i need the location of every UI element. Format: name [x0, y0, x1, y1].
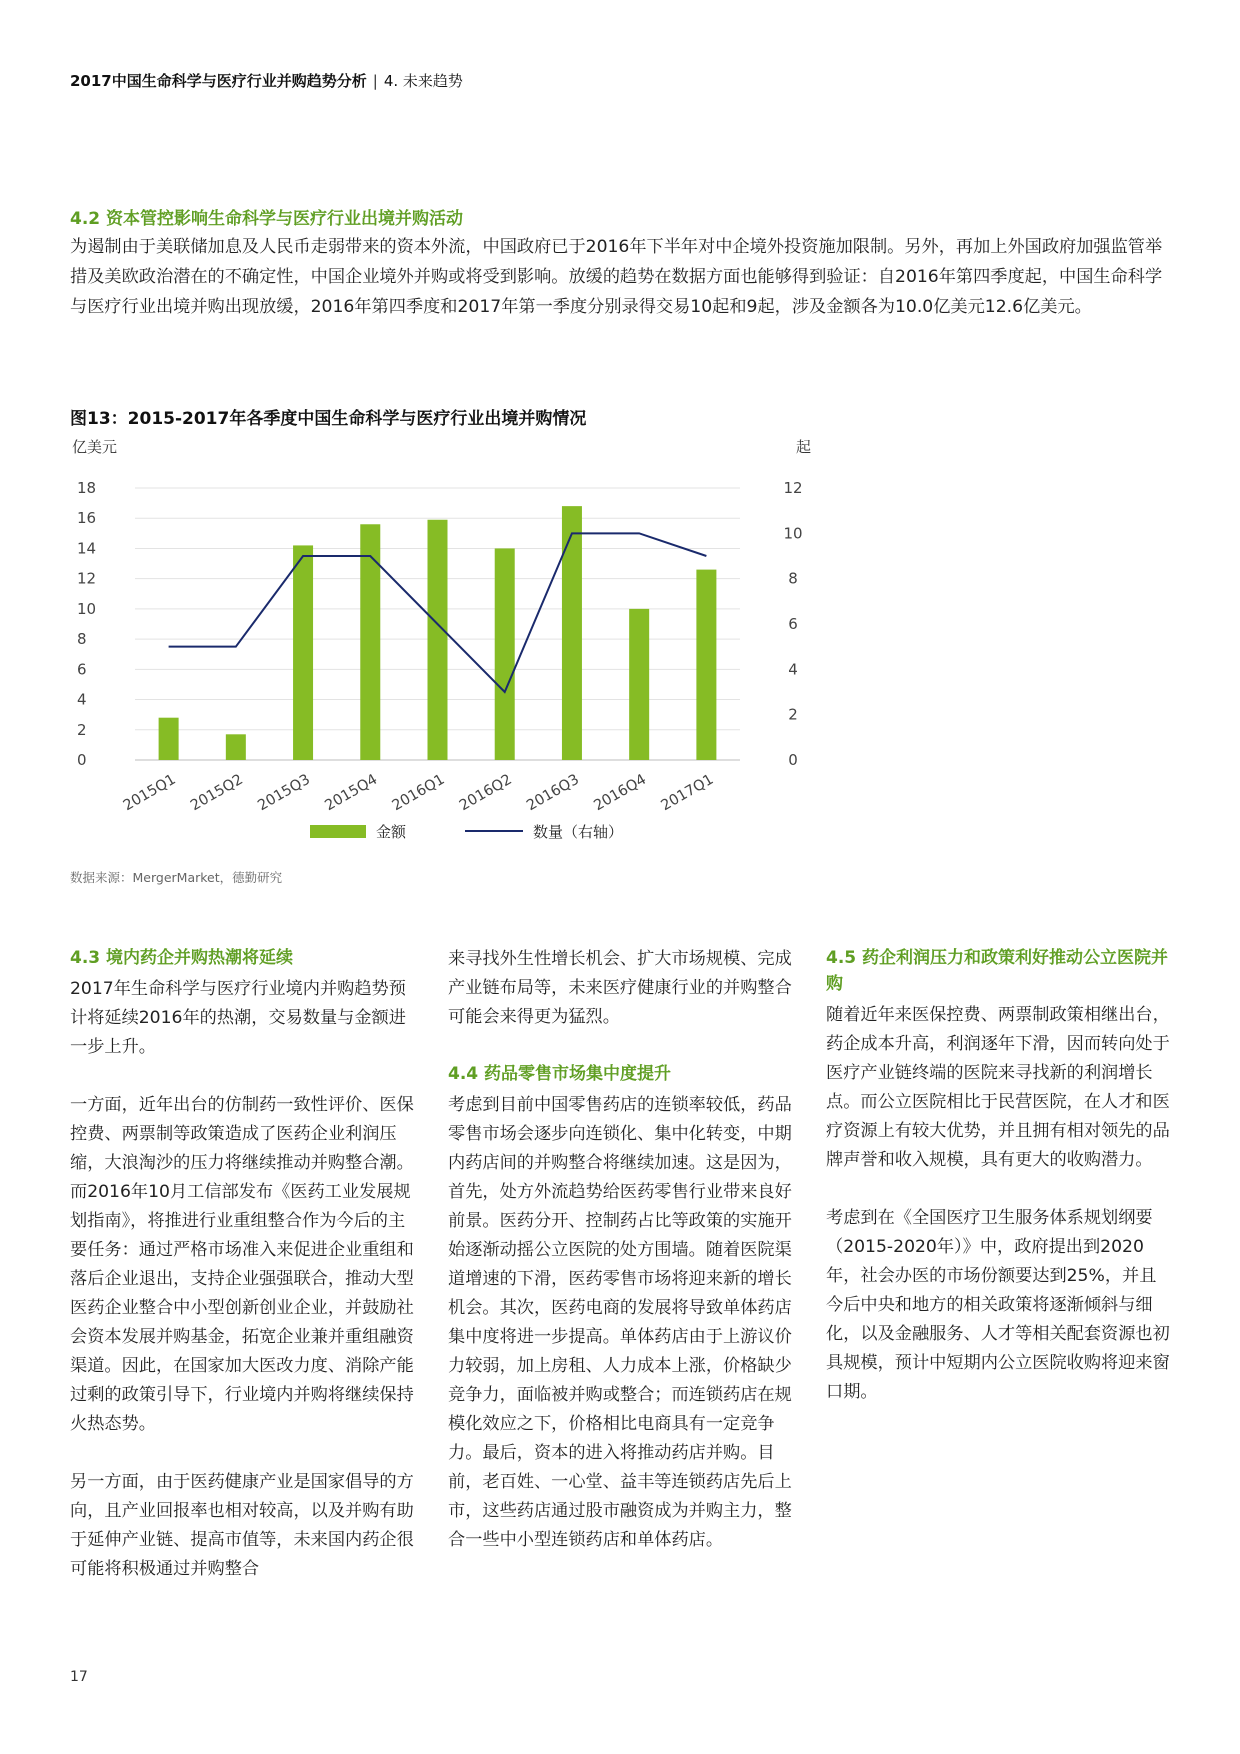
x-tick-label: 2015Q2	[187, 771, 246, 815]
running-header	[70, 70, 463, 91]
section-4-3-para-2: 一方面，近年出台的仿制药一致性评价、医保控费、两票制等政策造成了医药企业利润压缩，大浪淘沙的压力将继续推动并购整合潮。而2016年10月工信部发布《医药工业发展规划指南》，将推进行业重组整合作为今后的主要任务：通过严格市场准入来促进企业重组和落后企业退出，支持企业强强联合，推动大型医药企业整合中小型创新创业企业，并鼓励社会资本发展并购基金，拓宽企业兼并重组融资渠道。因此，在国家加大医改力度、消除产能过剩的政策引导下，行业境内并购将继续保持火热态势。	[70, 1095, 414, 1434]
x-tick-label: 2015Q4	[322, 771, 381, 815]
legend-label-bar: 金额	[376, 823, 407, 841]
section-4-2-heading: 4.2 资本管控影响生命科学与医疗行业出境并购活动	[70, 209, 464, 229]
bar-2015Q4	[360, 524, 380, 760]
y2-tick-label: 6	[788, 615, 798, 633]
header-separator: |	[372, 72, 378, 90]
x-tick-label: 2015Q1	[120, 771, 179, 815]
bar-2016Q2	[495, 548, 515, 760]
bar-2017Q1	[696, 570, 716, 760]
section-4-2-body: 为遏制由于美联储加息及人民币走弱带来的资本外流，中国政府已于2016年下半年对中企境外投资施加限制。另外，再加上外国政府加强监管举措及美欧政治潜在的不确定性，中国企业境外并购或将受到影响。放缓的趋势在数据方面也能够得到验证：自2016年第四季度起，中国生命科学与医疗行业出境并购出现放缓，2016年第四季度和2017年第一季度分别录得交易10起和9起，涉及金额各为10.0亿美元12.6亿美元。	[70, 237, 1163, 317]
x-tick-label: 2016Q2	[456, 771, 515, 815]
x-tick-label: 2016Q3	[524, 771, 582, 815]
section-4-5-para-2: 考虑到在《全国医疗卫生服务体系规划纲要（2015-2020年）》中，政府提出到2020年，社会办医的市场份额要达到25%，并且今后中央和地方的相关政策将逐渐倾斜与细化，以及金融服务、人才等相关配套资源也初具规模，预计中短期内公立医院收购将迎来窗口期。	[826, 1208, 1170, 1402]
header-title: 2017中国生命科学与医疗行业并购趋势分析	[70, 72, 367, 90]
legend-label-line: 数量（右轴）	[533, 823, 624, 841]
y-axis-label: 亿美元	[72, 438, 118, 456]
section-4-4-heading: 4.4 药品零售市场集中度提升	[448, 1064, 672, 1084]
y2-tick-label: 0	[788, 751, 798, 769]
bar-2015Q2	[226, 734, 246, 760]
page-number: 17	[70, 1669, 88, 1685]
figure-source: 数据来源：MergerMarket，德勤研究	[70, 870, 283, 885]
chart-legend	[310, 823, 623, 841]
section-4-3-para-1: 2017年生命科学与医疗行业境内并购趋势预计将延续2016年的热潮，交易数量与金额进一步上升。	[70, 979, 406, 1057]
bar-2016Q1	[428, 520, 448, 760]
bar-line-chart	[60, 430, 820, 860]
y-tick-label: 0	[77, 751, 87, 769]
bar-2016Q4	[629, 609, 649, 760]
y2-tick-label: 12	[783, 479, 803, 497]
bar-2015Q3	[293, 545, 313, 760]
y2-tick-label: 8	[788, 569, 798, 588]
y-tick-label: 4	[77, 690, 87, 709]
legend-swatch-bar	[310, 825, 366, 838]
y2-tick-label: 2	[788, 705, 798, 724]
section-4-5-heading: 4.5 药企利润压力和政策利好推动公立医院并购	[826, 948, 1169, 994]
y-tick-label: 10	[77, 599, 97, 618]
y-tick-label: 12	[77, 569, 97, 588]
section-4-3-para-3-cont: 来寻找外生性增长机会、扩大市场规模、完成产业链布局等，未来医疗健康行业的并购整合可能会来得更为猛烈。	[448, 949, 792, 1027]
figure-title: 图13：2015-2017年各季度中国生命科学与医疗行业出境并购情况	[70, 409, 587, 429]
x-tick-label: 2017Q1	[658, 771, 717, 815]
section-4-3-para-3: 另一方面，由于医药健康产业是国家倡导的方向，且产业回报率也相对较高，以及并购有助于延伸产业链、提高市值等，未来国内药企很可能将积极通过并购整合	[70, 1472, 414, 1579]
y2-tick-label: 10	[783, 524, 803, 543]
x-tick-label: 2015Q3	[255, 771, 314, 815]
bar-2015Q1	[159, 718, 179, 760]
y-tick-label: 18	[77, 479, 97, 497]
y-tick-label: 14	[77, 539, 97, 558]
y-tick-label: 8	[77, 630, 87, 649]
section-4-4-body: 考虑到目前中国零售药店的连锁率较低，药品零售市场会逐步向连锁化、集中化转变，中期内药店间的并购整合将继续加速。这是因为，首先，处方外流趋势给医药零售行业带来良好前景。医药分开、控制药占比等政策的实施开始逐渐动摇公立医院的处方围墙。随着医院渠道增速的下滑，医药零售市场将迎来新的增长机会。其次，医药电商的发展将导致单体药店集中度将进一步提高。单体药店由于上游议价力较弱，加上房租、人力成本上涨，价格缺少竞争力，面临被并购或整合；而连锁药店在规模化效应之下，价格相比电商具有一定竞争力。最后，资本的进入将推动药店并购。目前，老百姓、一心堂、益丰等连锁药店先后上市，这些药店通过股市融资成为并购主力，整合一些中小型连锁药店和单体药店。	[448, 1095, 792, 1550]
column-3	[826, 945, 1171, 1436]
column-2	[448, 945, 793, 1584]
column-1	[70, 945, 415, 1613]
bar-2016Q3	[562, 506, 582, 760]
y2-tick-label: 4	[788, 660, 798, 679]
section-4-5-para-1: 随着近年来医保控费、两票制政策相继出台，药企成本升高，利润逐年下滑，因而转向处于医疗产业链终端的医院来寻找新的利润增长点。而公立医院相比于民营医院，在人才和医疗资源上有较大优势，并且拥有相对领先的品牌声誉和收入规模，具有更大的收购潜力。	[826, 1005, 1170, 1170]
x-tick-label: 2016Q4	[591, 771, 650, 815]
y-tick-label: 2	[77, 720, 87, 739]
section-4-3-heading: 4.3 境内药企并购热潮将延续	[70, 948, 294, 968]
y2-axis-label: 起	[796, 438, 812, 456]
y-tick-label: 6	[77, 660, 87, 679]
header-section: 4. 未来趋势	[383, 72, 463, 90]
x-tick-label: 2016Q1	[389, 771, 448, 815]
y-tick-label: 16	[77, 509, 97, 528]
